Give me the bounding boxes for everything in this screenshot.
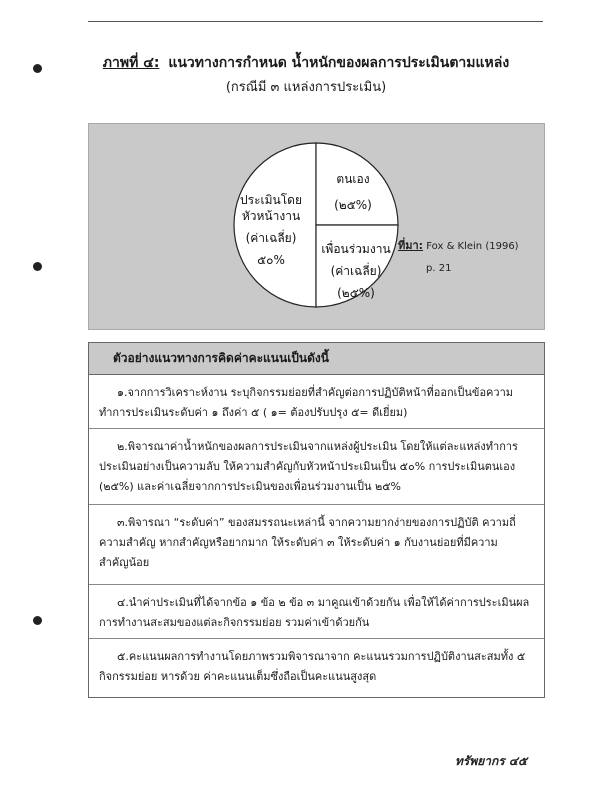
example-item-line: ๓.พิจารณา “ระดับค่า” ของสมรรถนะเหล่านี้ จากความยากง่ายของการปฏิบัติ ความถี่: [117, 516, 516, 529]
example-item: [89, 505, 544, 585]
slice-label-peers-line: (ค่าเฉลี่ย): [330, 264, 382, 278]
slice-label-self: [318, 168, 388, 216]
slice-label-self-line: ตนเอง: [336, 172, 370, 186]
slice-label-supervisor-line: หัวหน้างาน: [241, 209, 301, 223]
slice-label-supervisor-line: ประเมินโดย: [240, 193, 302, 207]
page-footer: ทรัพยากร ๔๕: [455, 754, 528, 768]
binder-hole-bottom: [33, 616, 42, 625]
slice-label-supervisor: [234, 189, 308, 271]
figure-title-text: แนวทางการกำหนด น้ำหนักของผลการประเมินตามแหล่ง: [168, 55, 510, 71]
example-item-line: ๒.พิจารณาค่าน้ำหนักของผลการประเมินจากแหล่งผู้ประเมิน โดยให้แต่ละแหล่งทำการ: [117, 440, 518, 453]
examples-table: [88, 342, 545, 698]
source-page: p. 21: [426, 263, 452, 274]
example-item: [89, 375, 544, 429]
source-text: Fox & Klein (1996): [426, 241, 519, 252]
example-item-line: ความสำคัญ หากสำคัญหรือยากมาก ให้ระดับค่า ๓ ให้ระดับค่า ๑ กับงานย่อยที่มีความ: [99, 536, 498, 549]
source-label: ที่มา:: [398, 239, 424, 252]
example-item-line: ประเมินอย่างเป็นความลับ ให้ความสำคัญกับหัวหน้าประเมินเป็น ๕๐% การประเมินตนเอง: [99, 460, 516, 473]
example-item: [89, 585, 544, 639]
slice-label-supervisor-line: (ค่าเฉลี่ย): [245, 231, 297, 245]
example-item-line: การทำงานสะสมของแต่ละกิจกรรมย่อย รวมค่าเข้าด้วยกัน: [99, 616, 370, 629]
example-item-line: สำคัญน้อย: [99, 556, 150, 569]
figure-subtitle: (กรณีมี ๓ แหล่งการประเมิน): [225, 80, 387, 95]
example-item-line: กิจกรรมย่อย หารด้วย ค่าคะแนนเต็มซึ่งถือเป็นคะแนนสูงสุด: [99, 670, 377, 683]
binder-hole-middle: [33, 262, 42, 271]
slice-label-peers: [316, 238, 396, 304]
slice-label-peers-value: (๒๕%): [337, 286, 375, 300]
example-item: [89, 429, 544, 505]
top-rule: [88, 21, 543, 22]
figure-title-label: ภาพที่ ๔:: [102, 55, 160, 71]
examples-heading: ตัวอย่างแนวทางการคิดค่าคะแนนเป็นดังนี้: [89, 343, 544, 375]
figure-title: [0, 52, 612, 74]
slice-label-supervisor-value: ๕๐%: [257, 253, 285, 267]
slice-label-peers-line: เพื่อนร่วมงาน: [321, 242, 391, 256]
source-citation: [398, 236, 519, 254]
example-item-line: ทำการประเมินระดับค่า ๑ ถึงค่า ๕ ( ๑= ต้องปรับปรุง ๕= ดีเยี่ยม): [99, 406, 408, 419]
slice-label-self-value: (๒๕%): [334, 198, 372, 212]
example-item-line: ๑.จากการวิเคราะห์งาน ระบุกิจกรรมย่อยที่สำคัญต่อการปฏิบัติหน้าที่ออกเป็นข้อความ: [117, 386, 514, 399]
example-item-line: ๔.นำค่าประเมินที่ได้จากข้อ ๑ ข้อ ๒ ข้อ ๓ มาคูณเข้าด้วยกัน เพื่อให้ได้ค่าการประเมินผล: [117, 596, 530, 609]
example-item-line: ๕.คะแนนผลการทำงานโดยภาพรวมพิจารณาจาก คะแนนรวมการปฏิบัติงานสะสมทั้ง ๕: [117, 650, 526, 663]
example-item-line: (๒๕%) และค่าเฉลี่ยจากการประเมินของเพื่อนร่วมงานเป็น ๒๕%: [99, 480, 402, 493]
example-item: [89, 639, 544, 697]
